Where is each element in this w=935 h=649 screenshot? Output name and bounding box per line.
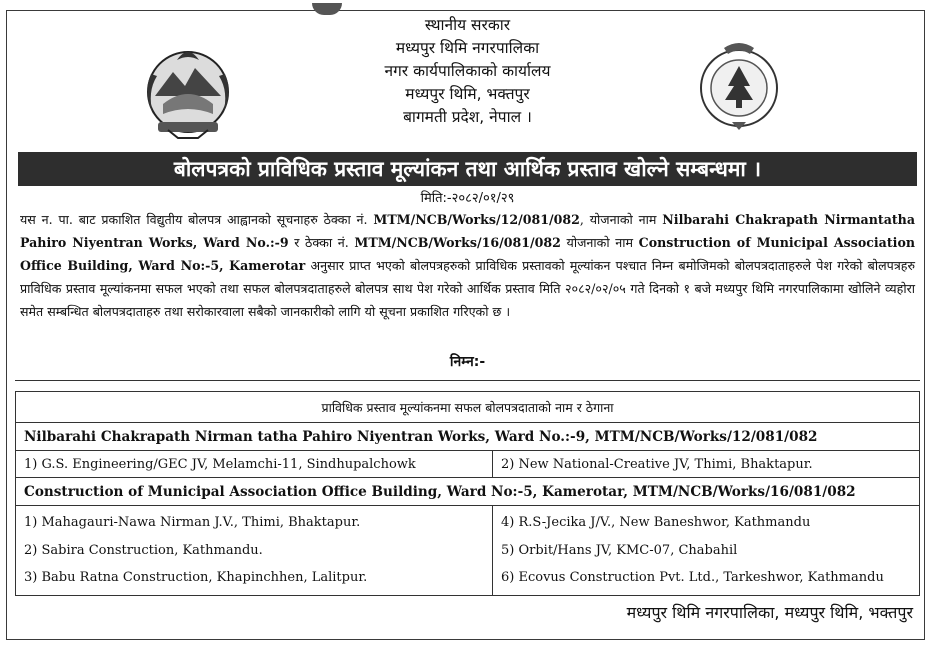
list-intro: निम्न:- (449, 354, 486, 370)
header-line-1: स्थानीय सरकार (424, 16, 511, 34)
project-name-2: Construction of Municipal Association Office Building, Ward No:-5, Kamerotar (20, 235, 915, 273)
project-1-bidder-1: 1) G.S. Engineering/GEC JV, Melamchi-11, Sindhupalchowk (16, 451, 493, 478)
nepal-emblem-icon (133, 34, 243, 144)
table-heading: प्राविधिक प्रस्ताव मूल्यांकनमा सफल बोलपत्रदाताको नाम र ठेगाना (16, 392, 920, 423)
project-2-bidders-row (16, 506, 920, 596)
header-line-5: बागमती प्रदेश, नेपाल । (403, 108, 532, 126)
contract-number-1: MTM/NCB/Works/12/081/082 (373, 212, 580, 227)
project-1-bidders-row (16, 451, 920, 478)
notice-body (20, 208, 915, 323)
project-2-row (16, 478, 920, 506)
project-name-1: Nilbarahi Chakrapath Nirmantatha Pahiro Niyentran Works, Ward No.:-9 (20, 212, 915, 250)
project-2-bidder-3: 3) Babu Ratna Construction, Khapinchhen, Lalitpur. (24, 570, 368, 585)
body-text-2: , योजनाको नाम (579, 212, 663, 227)
project-1-title: Nilbarahi Chakrapath Nirman tatha Pahiro Niyentran Works, Ward No.:-9, MTM/NCB/Works/12/081/082 (16, 423, 920, 451)
project-1-row (16, 423, 920, 451)
project-1-bidder-2: 2) New National-Creative JV, Thimi, Bhaktapur. (493, 451, 920, 478)
body-text-1: यस न. पा. बाट प्रकाशित विद्युतीय बोलपत्र आह्वानको सूचनाहरु ठेक्का नं. (20, 212, 374, 227)
body-text-3: र ठेक्का नं. (288, 235, 355, 250)
project-2-bidder-6: 6) Ecovus Construction Pvt. Ltd., Tarkeshwor, Kathmandu (501, 570, 884, 585)
footer-signature: मध्यपुर थिमि नगरपालिका, मध्यपुर थिमि, भक्तपुर (626, 603, 913, 622)
project-2-title: Construction of Municipal Association Office Building, Ward No:-5, Kamerotar, MTM/NCB/Works/16/081/082 (16, 478, 920, 506)
project-2-bidder-2: 2) Sabira Construction, Kathmandu. (24, 542, 263, 558)
table-heading-row (16, 392, 920, 423)
contract-number-2: MTM/NCB/Works/16/081/082 (354, 235, 561, 250)
project-2-bidder-1: 1) Mahagauri-Nawa Nirman J.V., Thimi, Bhaktapur. (24, 515, 361, 530)
project-2-bidder-4: 4) R.S-Jecika J/V., New Baneshwor, Kathmandu (501, 515, 811, 530)
header-line-4: मध्यपुर थिमि, भक्तपुर (405, 85, 530, 103)
body-text-5: अनुसार प्राप्त भएको बोलपत्रहरुको प्राविधिक प्रस्तावको मूल्यांकन पश्चात निम्न बमोजिमको बोलपत्रदाताहरुले पेश गरेको बोलपत्रहरु प्राविधिक प्रस्ताव मूल्यांकनमा सफल भएको तथा सफल बोलपत्रदाताहरुले बोलपत्र साथ पेश गरेको आर्थिक प्रस्ताव मिति २०८२/०२/०५ गते दिनको १ बजे मध्यपुर थिमि नगरपालिकामा खोलिने व्यहोरा समेत सम्बन्धित बोलपत्रदाताहरु तथा सरोकारवाला सबैको जानकारीको लागि यो सूचना प्रकाशित गरिएको छ । (20, 258, 915, 319)
municipality-logo-icon (692, 38, 787, 133)
successful-bidders-table (15, 391, 920, 596)
project-2-bidder-5: 5) Orbit/Hans JV, KMC-07, Chabahil (501, 542, 738, 558)
project-2-left-bidders (16, 506, 493, 596)
header-line-3: नगर कार्यपालिकाको कार्यालय (384, 62, 551, 80)
notice-title-banner: बोलपत्रको प्राविधिक प्रस्ताव मूल्यांकन तथा आर्थिक प्रस्ताव खोल्ने सम्बन्धमा । (18, 152, 917, 186)
body-text-4: योजनाको नाम (560, 235, 639, 250)
project-2-right-bidders (493, 506, 920, 596)
header-line-2: मध्यपुर थिमि नगरपालिका (395, 39, 540, 57)
notice-date: मिति:-२०८२/०१/२९ (420, 191, 515, 206)
